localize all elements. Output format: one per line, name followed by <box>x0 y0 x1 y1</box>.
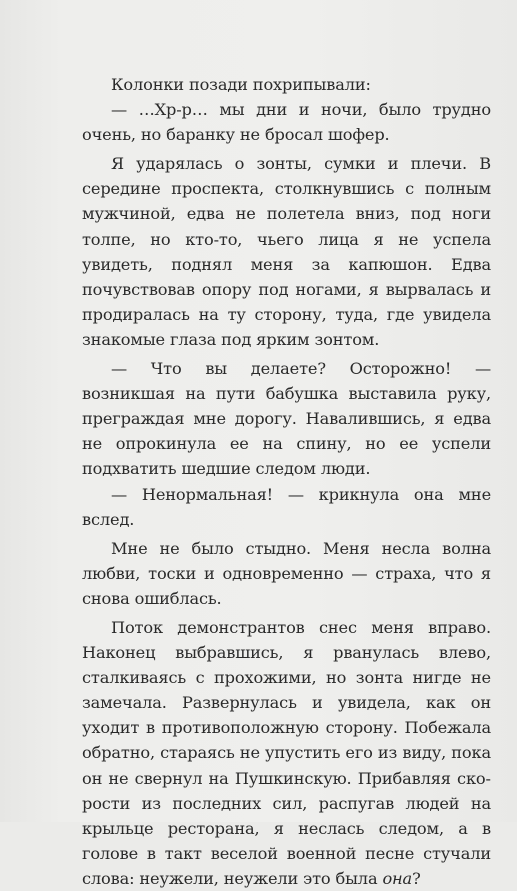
page-text <box>82 72 491 891</box>
paragraph-7 <box>82 615 491 891</box>
paragraph-1: Колонки позади похрипывали: <box>111 75 371 94</box>
paragraph-2: — …Хр-р… мы дни и ночи, было трудно очень, но баранку не бросал шофер. <box>82 100 491 145</box>
paragraph-4: — Что вы делаете? Осторожно! — возникшая на пути бабушка выставила руку, преграждая мне дорогу. Навалившись, я едва не опрокинула ее на спину, но ее успели подхватить шедшие следом люди. <box>82 359 491 479</box>
paragraph-6: Мне не было стыдно. Меня несла волна любви, тоски и одновременно — страха, что я снова ошиблась. <box>82 538 491 608</box>
closing-punctuation: ? <box>412 868 421 888</box>
paragraph-7-text: Поток демонстрантов снес меня вправо. Наконец выбравшись, я рванулась влево, сталкиваясь с прохожими, но зонта нигде не замечала. Развернулась и увидела, как он уходит в противоположную сторону. Побежала обратно, стараясь не упустить его из виду, пока он не свернул на Пушкинскую. Прибавляя скорости из последних сил, распугав людей на крыльце ресторана, я неслась следом, а в голове в такт веселой военной песне стучали слова: неужели, неужели это была <box>82 617 491 888</box>
emphasized-word: она <box>382 868 413 888</box>
paragraph-5: — Ненормальная! — крикнула она мне вслед. <box>82 484 491 529</box>
paragraph-3: Я ударялась о зонты, сумки и плечи. В середине проспекта, столкнувшись с полным мужчиной, едва не полетела вниз, под ноги толпе, но кто-то, чьего лица я не успела увидеть, поднял меня за капюшон. Едва почувствовав опору под ногами, я вырвалась и продиралась на ту сторону, туда, где увидела знакомые глаза под ярким зонтом. <box>82 154 491 349</box>
